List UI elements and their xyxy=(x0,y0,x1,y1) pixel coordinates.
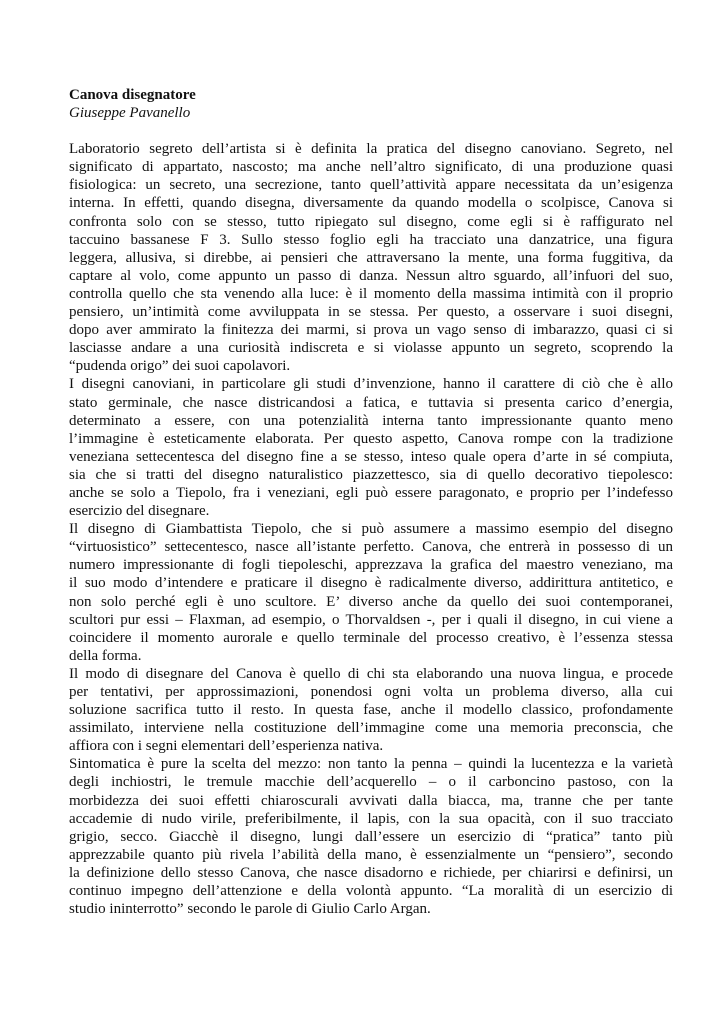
paragraph-line: leggera, allusiva, si direbbe, ai pensieri che attraversano la mente, una forma fuggitiva, da xyxy=(69,249,673,266)
paragraph-line: I disegni canoviani, in particolare gli studi d’invenzione, hanno il carattere di ciò che è allo xyxy=(69,376,673,393)
paragraph-line: pensiero, un’intimità come avviluppata in se stessa. Per questo, a osservare i suoi disegni, xyxy=(69,304,673,321)
paragraph-line: “pudenda origo” dei suoi capolavori. xyxy=(69,358,291,375)
paragraph-line: soluzione sacrifica tutto il resto. In questa fase, anche il modello classico, profondamente xyxy=(69,702,673,719)
paragraph-line: anche se solo a Tiepolo, fra i veneziani, egli può essere paragonato, e proprio per l’indefesso xyxy=(69,484,673,501)
paragraph-line: continuo impegno dell’attenzione e della volontà appunto. “La moralità di un esercizio di xyxy=(69,883,673,900)
paragraph-line: il suo modo d’intendere e praticare il disegno è radicalmente diverso, addirittura antitetico, e xyxy=(69,575,673,592)
paragraph-line: significato di appartato, nascosto; ma anche nell’altro significato, di una produzione quasi xyxy=(69,159,673,176)
paragraph-line: accademie di nudo virile, preferibilmente, il lapis, con la sua opacità, con il suo tracciato xyxy=(69,810,673,827)
paragraph xyxy=(69,665,673,755)
paragraph-line: captare al volo, come appunto un passo di danza. Nessun altro sguardo, all’infuori del suo, xyxy=(69,267,673,284)
paragraph-line: affiora con i segni elementari dell’esperienza nativa. xyxy=(69,738,384,755)
document-author: Giuseppe Pavanello xyxy=(69,105,191,122)
paragraph xyxy=(69,755,673,918)
paragraph-line: dopo aver ammirato la finitezza dei marmi, si prova un vago senso di imbarazzo, quasi ci si xyxy=(69,322,673,339)
paragraph-line: veneziana settecentesca del disegno fine a se stesso, inteso quale opera d’arte in sé compiuta, xyxy=(69,448,673,465)
paragraph-line: l’immagine è esteticamente elaborata. Per questo aspetto, Canova rompe con la tradizione xyxy=(69,430,673,447)
paragraph-line: confronta solo con se stesso, tutto ripiegato sul disegno, come egli si è raffigurato nel xyxy=(69,213,673,230)
paragraph-line: studio ininterrotto” secondo le parole di Giulio Carlo Argan. xyxy=(69,901,431,918)
paragraph-line: assimilato, interviene nella costituzione dell’immagine come una memoria preconscia, che xyxy=(69,720,673,737)
paragraph-line: apprezzabile quanto più rivela l’abilità della mano, è essenzialmente un “pensiero”, secondo xyxy=(69,846,673,863)
paragraph-line: Laboratorio segreto dell’artista si è definita la pratica del disegno canoviano. Segreto, nel xyxy=(69,141,673,158)
paragraph-line: fisiologica: un secreto, una secrezione, tanto quell’attività appare necessitata da un’esigenza xyxy=(69,177,673,194)
paragraph-line: morbidezza dei suoi effetti chiaroscurali avvivati dalla biacca, ma, tranne che per tante xyxy=(69,792,673,809)
paragraph-line: scultori pur essi – Flaxman, ad esempio, o Thorvaldsen -, per i quali il disegno, in cui viene a xyxy=(69,611,673,628)
paragraph-line: “virtuosistico” settecentesco, nasce all’istante perfetto. Canova, che entrerà in possesso di un xyxy=(69,539,673,556)
paragraph-line: numero impressionante di fogli tiepoleschi, apprezzava la grafica del maestro veneziano, ma xyxy=(69,557,673,574)
paragraph-line: coincidere il momento aurorale e quello terminale del processo creativo, è l’essenza stessa xyxy=(69,629,673,646)
paragraph-line: taccuino bassanese F 3. Sullo stesso foglio egli ha tracciato una danzatrice, una figura xyxy=(69,231,673,248)
paragraph-line: esercizio del disegnare. xyxy=(69,503,210,520)
paragraph-line: la definizione dello stesso Canova, che nasce disadorno e richiede, per chiarirsi e definirsi, un xyxy=(69,864,673,881)
document-page xyxy=(69,86,673,918)
paragraph-line: non solo perché egli è uno scultore. E’ diverso anche da quello dei suoi contemporanei, xyxy=(69,593,673,610)
paragraph-line: per tentativi, per approssimazioni, ponendosi ogni volta un problema diverso, alla cui xyxy=(69,684,673,700)
paragraph-line: interna. In effetti, quando disegna, diversamente da quando modella o scolpisce, Canova si xyxy=(69,195,673,212)
paragraph-line: Sintomatica è pure la scelta del mezzo: non tanto la penna – quindi la lucentezza e la varietà xyxy=(69,756,673,773)
paragraph xyxy=(69,140,673,375)
paragraph-line: controlla quello che sta venendo alla luce: è il momento della massima intimità con il proprio xyxy=(69,285,673,302)
paragraph-line: sia che si tratti del disegno naturalistico piazzettesco, sia di quello decorativo tiepolesco: xyxy=(69,466,673,483)
paragraph-line: Il modo di disegnare del Canova è quello di chi sta elaborando una nuova lingua, e procede xyxy=(69,665,673,682)
paragraph xyxy=(69,520,673,665)
paragraph-line: della forma. xyxy=(69,647,142,664)
document-body xyxy=(69,140,673,918)
paragraph-line: stato germinale, che nasce districandosi a fatica, e tuttavia si presenta carico d’energia, xyxy=(69,394,673,411)
paragraph xyxy=(69,375,673,520)
paragraph-line: grigio, secco. Giacchè il disegno, lungi dall’essere un esercizio di “pratica” tanto più xyxy=(69,828,673,845)
paragraph-line: degli inchiostri, le tremule macchie dell’acquerello – o il carboncino pastoso, con la xyxy=(69,774,673,791)
paragraph-line: lasciasse andare a una curiosità indiscreta e si violasse appunto un segreto, scoprendo la xyxy=(69,340,673,357)
paragraph-line: Il disegno di Giambattista Tiepolo, che si può assumere a massimo esempio del disegno xyxy=(69,521,673,538)
paragraph-line: determinato a essere, con una potenzialità interna tanto impressionante quanto meno xyxy=(69,412,673,429)
document-title: Canova disegnatore xyxy=(69,87,196,103)
